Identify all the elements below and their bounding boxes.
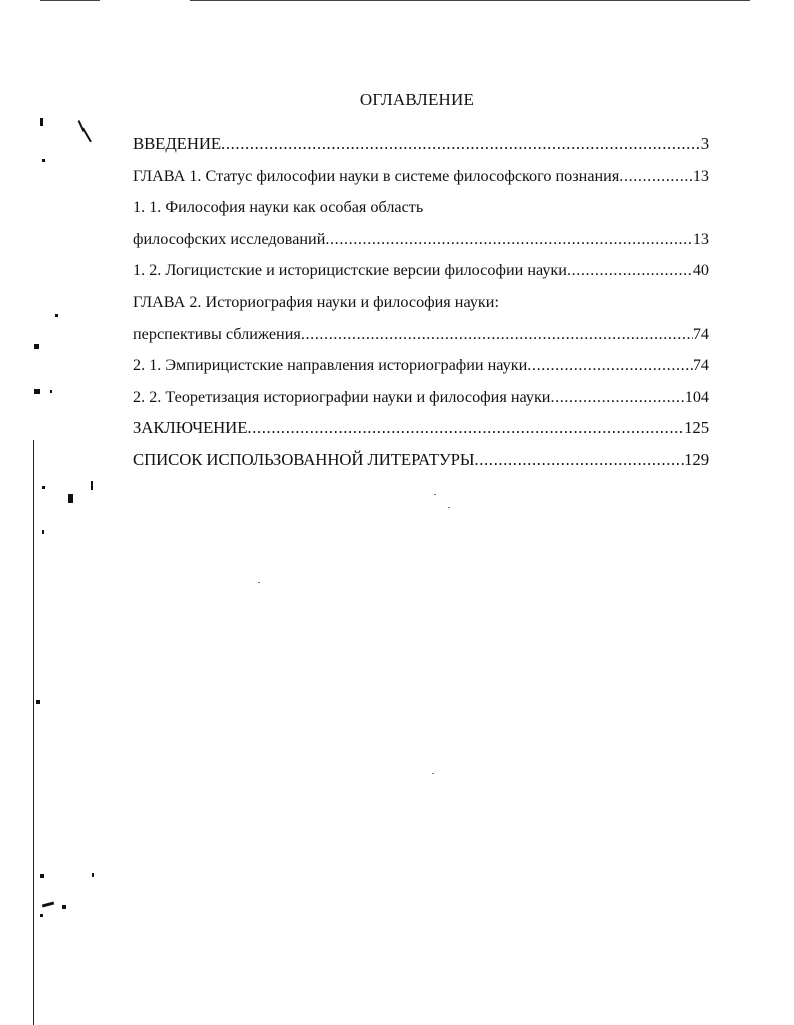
toc-entry <box>133 257 709 289</box>
toc-entry-page-number: 129 <box>684 449 709 469</box>
toc-entry-page-number: 104 <box>684 387 709 406</box>
toc-entry <box>133 163 709 195</box>
scan-top-edge <box>40 0 100 1</box>
toc-entry-title: СПИСОК ИСПОЛЬЗОВАННОЙ ЛИТЕРАТУРЫ <box>133 449 475 469</box>
scan-speck <box>40 874 44 878</box>
toc-entry <box>133 194 709 226</box>
toc-entry-title: 1. 1. Философия науки как особая область <box>133 198 424 217</box>
toc-dot-leader <box>474 447 684 473</box>
page-title: ОГЛАВЛЕНИЕ <box>359 90 475 109</box>
scan-speck <box>62 905 66 909</box>
toc-entry-title: 2. 2. Теоретизация историографии науки и философия науки <box>133 387 551 406</box>
toc-entry <box>133 447 709 479</box>
toc-entry-page-number: 3 <box>700 134 709 153</box>
toc-entry-title: ГЛАВА 2. Историография науки и философия науки: <box>133 292 499 311</box>
toc-dot-leader <box>247 415 684 441</box>
toc-entry-page-number: 74 <box>692 324 709 343</box>
scan-speck <box>40 118 43 126</box>
toc-entry-page-number: 125 <box>684 418 709 438</box>
toc-entry-title: ВВЕДЕНИЕ <box>133 134 222 153</box>
scan-speck <box>40 914 43 917</box>
toc-dot-leader <box>325 226 692 252</box>
scan-speck <box>34 344 39 349</box>
scan-speck <box>82 128 92 143</box>
toc-entry-title: перспективы сближения <box>133 324 301 343</box>
toc-entry-title: ГЛАВА 1. Статус философии науки в системе философского познания <box>133 166 620 185</box>
toc-entry-page-number: 13 <box>692 229 709 248</box>
toc-entry <box>133 226 709 258</box>
toc-entry-title: философских исследований <box>133 229 326 248</box>
toc-entry <box>133 131 709 163</box>
toc-entry-title: 1. 2. Логицистские и историцистские версии философии науки <box>133 261 567 280</box>
scan-speck <box>258 582 260 583</box>
table-of-contents <box>133 131 709 479</box>
scan-left-edge-line <box>33 440 34 1025</box>
toc-dot-leader <box>567 257 693 283</box>
toc-dot-leader <box>301 321 693 347</box>
toc-entry-title: ЗАКЛЮЧЕНИЕ <box>133 418 248 438</box>
scan-speck <box>91 481 93 490</box>
toc-entry <box>133 352 709 384</box>
toc-entry <box>133 384 709 416</box>
toc-dot-leader <box>550 384 684 410</box>
toc-entry-title: 2. 1. Эмпирицистские направления историографии науки <box>133 356 528 375</box>
toc-entry <box>133 415 709 447</box>
scan-speck <box>55 314 58 317</box>
toc-entry <box>133 321 709 353</box>
scan-speck <box>36 700 40 704</box>
scan-speck <box>448 507 450 508</box>
toc-dot-leader <box>527 352 693 378</box>
scan-speck <box>50 390 52 393</box>
scan-speck <box>42 530 44 534</box>
toc-entry <box>133 289 709 321</box>
scan-speck <box>68 494 73 503</box>
scan-speck <box>42 901 54 907</box>
toc-entry-page-number: 40 <box>692 261 709 280</box>
scan-speck <box>92 873 94 877</box>
scan-top-edge <box>190 0 750 1</box>
scan-speck <box>432 773 434 774</box>
scan-speck <box>434 494 436 495</box>
scan-speck <box>42 159 45 162</box>
toc-dot-leader <box>619 163 693 189</box>
toc-entry-page-number: 13 <box>692 166 709 185</box>
toc-entry-page-number: 74 <box>692 356 709 375</box>
scan-speck <box>34 389 40 394</box>
toc-dot-leader <box>221 131 701 157</box>
scan-speck <box>42 486 45 489</box>
